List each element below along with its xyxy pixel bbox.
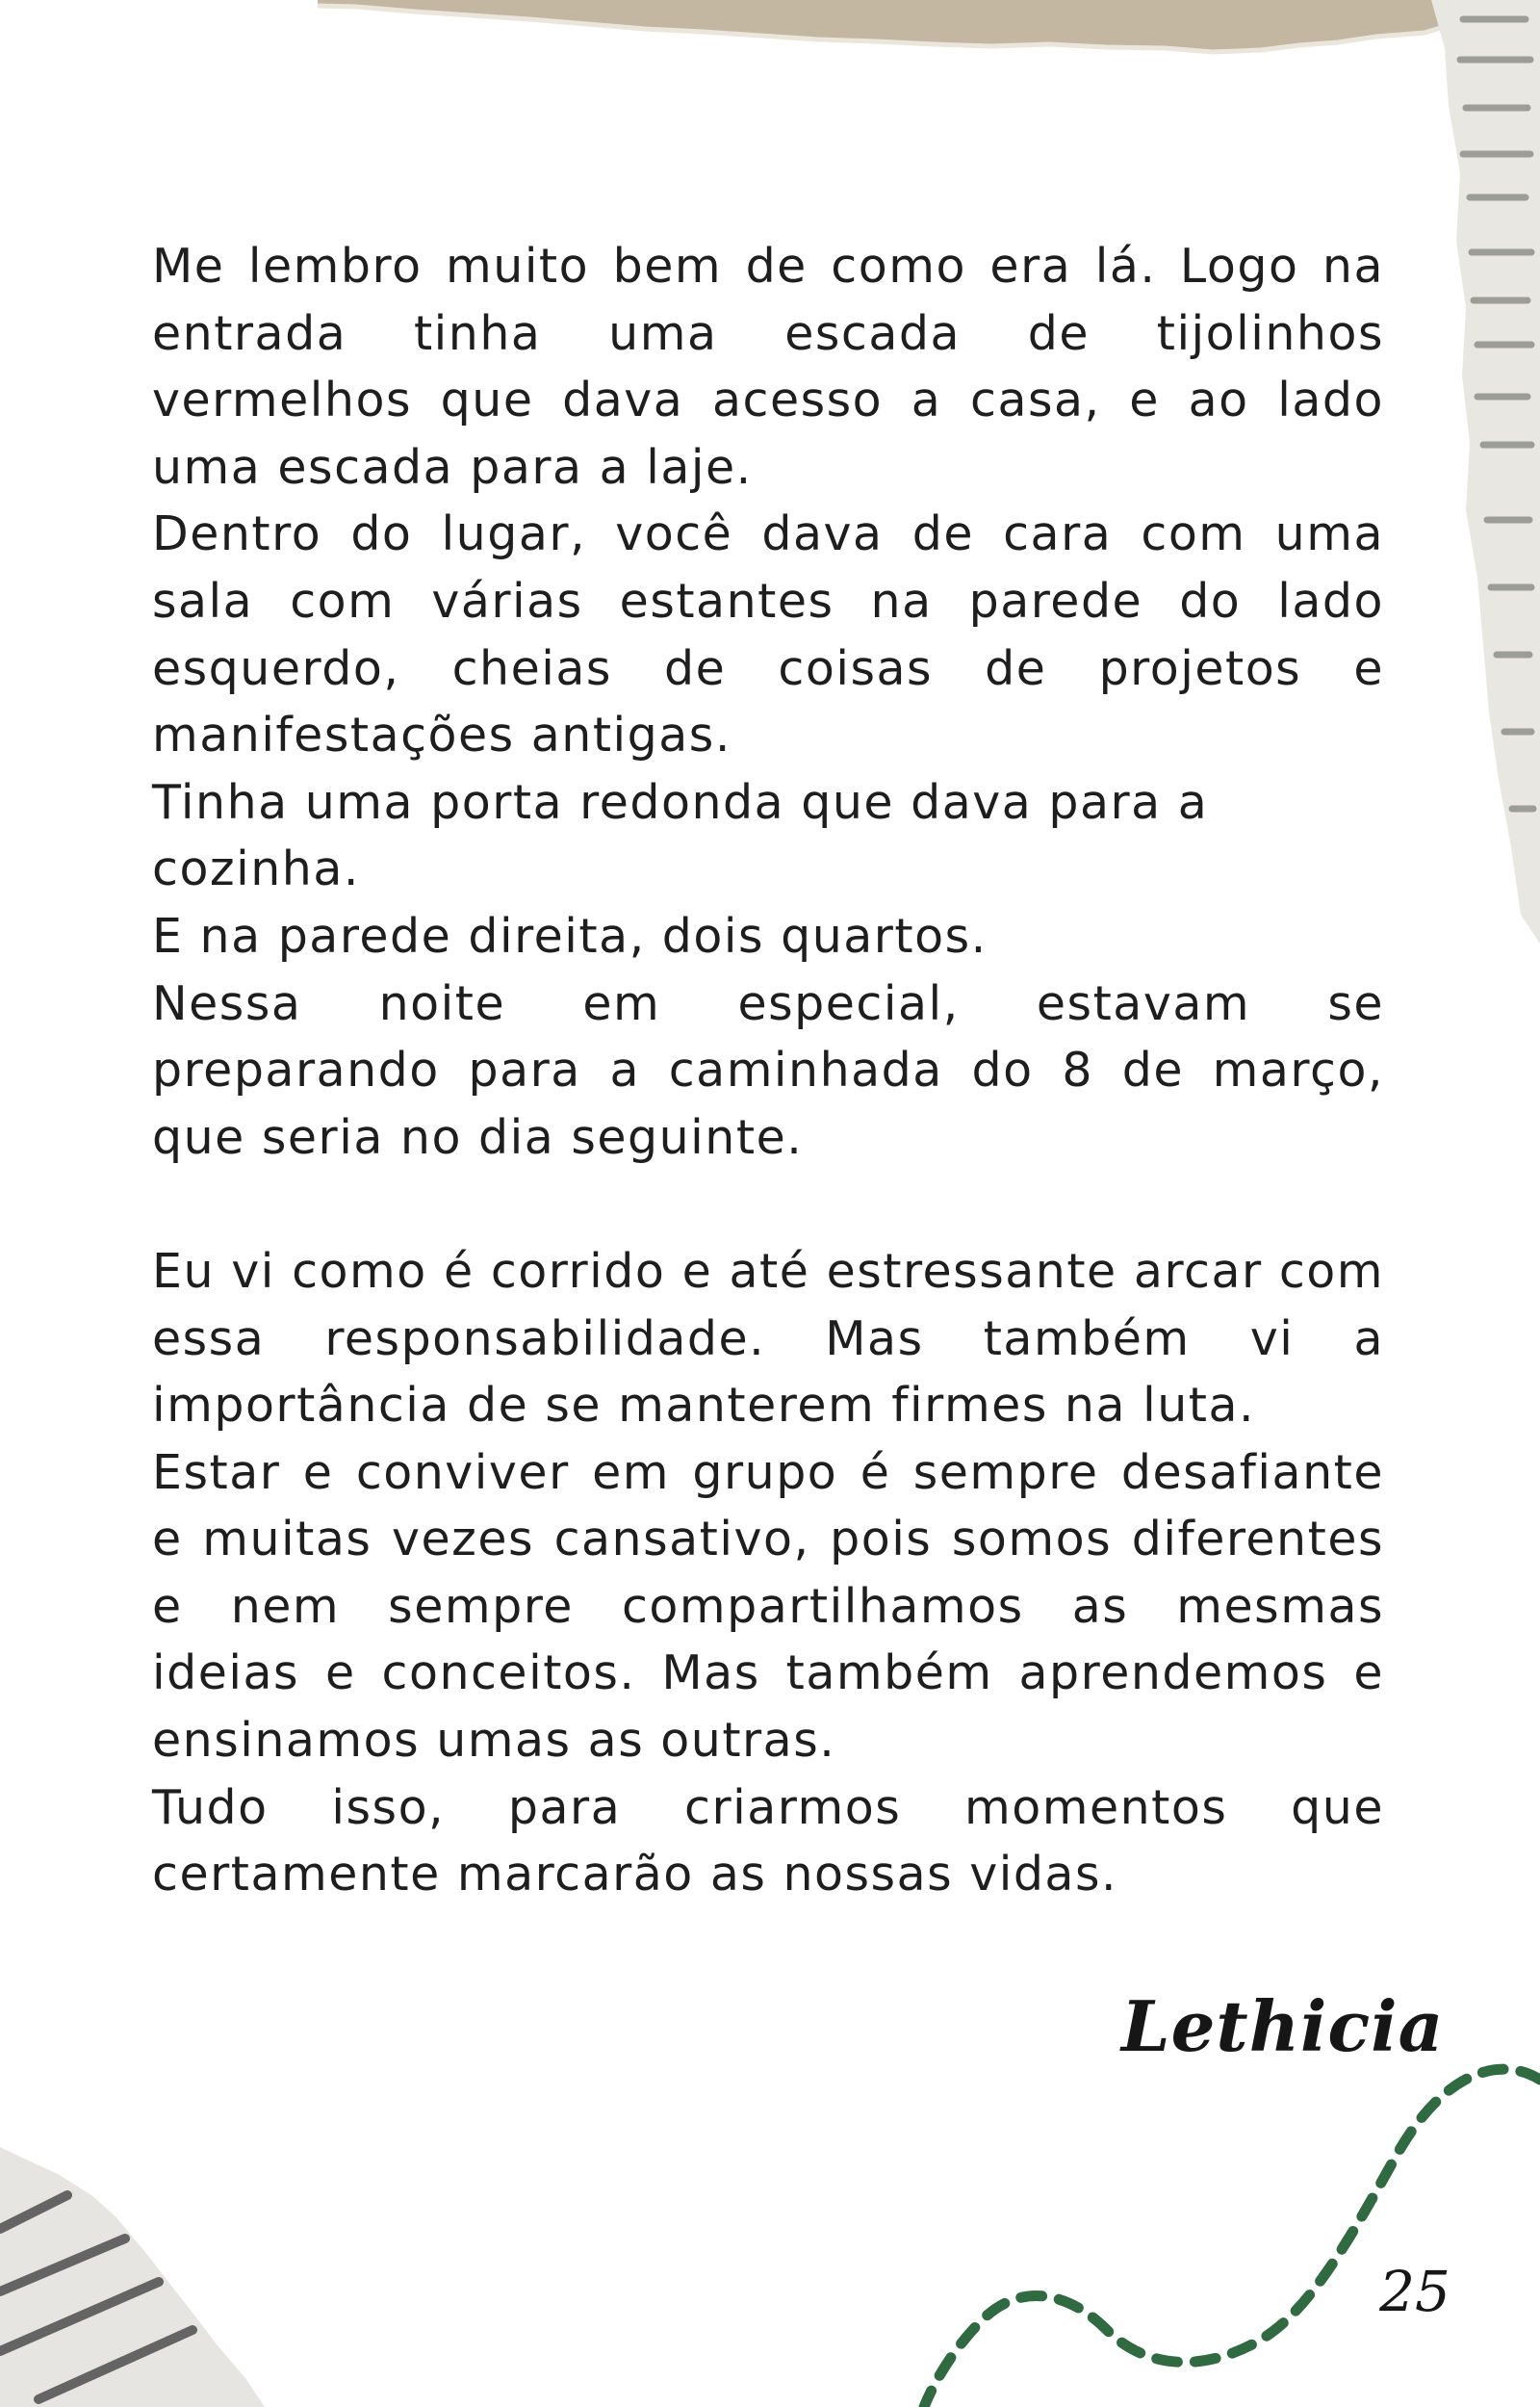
paragraph-march-walk: Nessa noite em especial, estavam se preparando para a caminhada do 8 de março, que seria no dia seguinte. (152, 975, 1384, 1165)
paragraph-living-room: Dentro do lugar, você dava de cara com uma sala com várias estantes na parede do lado esquerdo, cheias de coisas de projetos e manifestações antigas. (152, 506, 1384, 764)
green-dashed-path (905, 2051, 1540, 2407)
newspaper-scrap-bottom-left (0, 2147, 289, 2407)
paragraph-responsibility: Eu vi como é corrido e até estressante arcar com essa responsabilidade. Mas também vi a importância de se manterem firmes na luta. (152, 1243, 1384, 1434)
paragraph-entrance: Me lembro muito bem de como era lá. Logo na entrada tinha uma escada de tijolinhos vermelhos que dava acesso a casa, e ao lado uma escada para a laje. (152, 239, 1384, 495)
paragraph-bedrooms: E na parede direita, dois quartos. (152, 908, 988, 964)
paragraph-kitchen-door: Tinha uma porta redonda que dava para a cozinha. (152, 774, 1209, 897)
body-text (152, 233, 1384, 1908)
newspaper-scrap-right (1420, 0, 1540, 944)
author-signature: Lethicia (1121, 1985, 1445, 2067)
paragraph-closing: Tudo isso, para criarmos momentos que certamente marcarão as nossas vidas. (152, 1779, 1384, 1902)
paragraph-gap (152, 1171, 1384, 1238)
page-number: 25 (1379, 2259, 1450, 2324)
paragraph-group-living: Estar e conviver em grupo é sempre desafiante e muitas vezes cansativo, pois somos diferentes e nem sempre compartilhamos as mesmas ideias e conceitos. Mas também aprendemos e ensinamos umas as outras. (152, 1444, 1384, 1769)
torn-paper-strip (318, 0, 1540, 77)
